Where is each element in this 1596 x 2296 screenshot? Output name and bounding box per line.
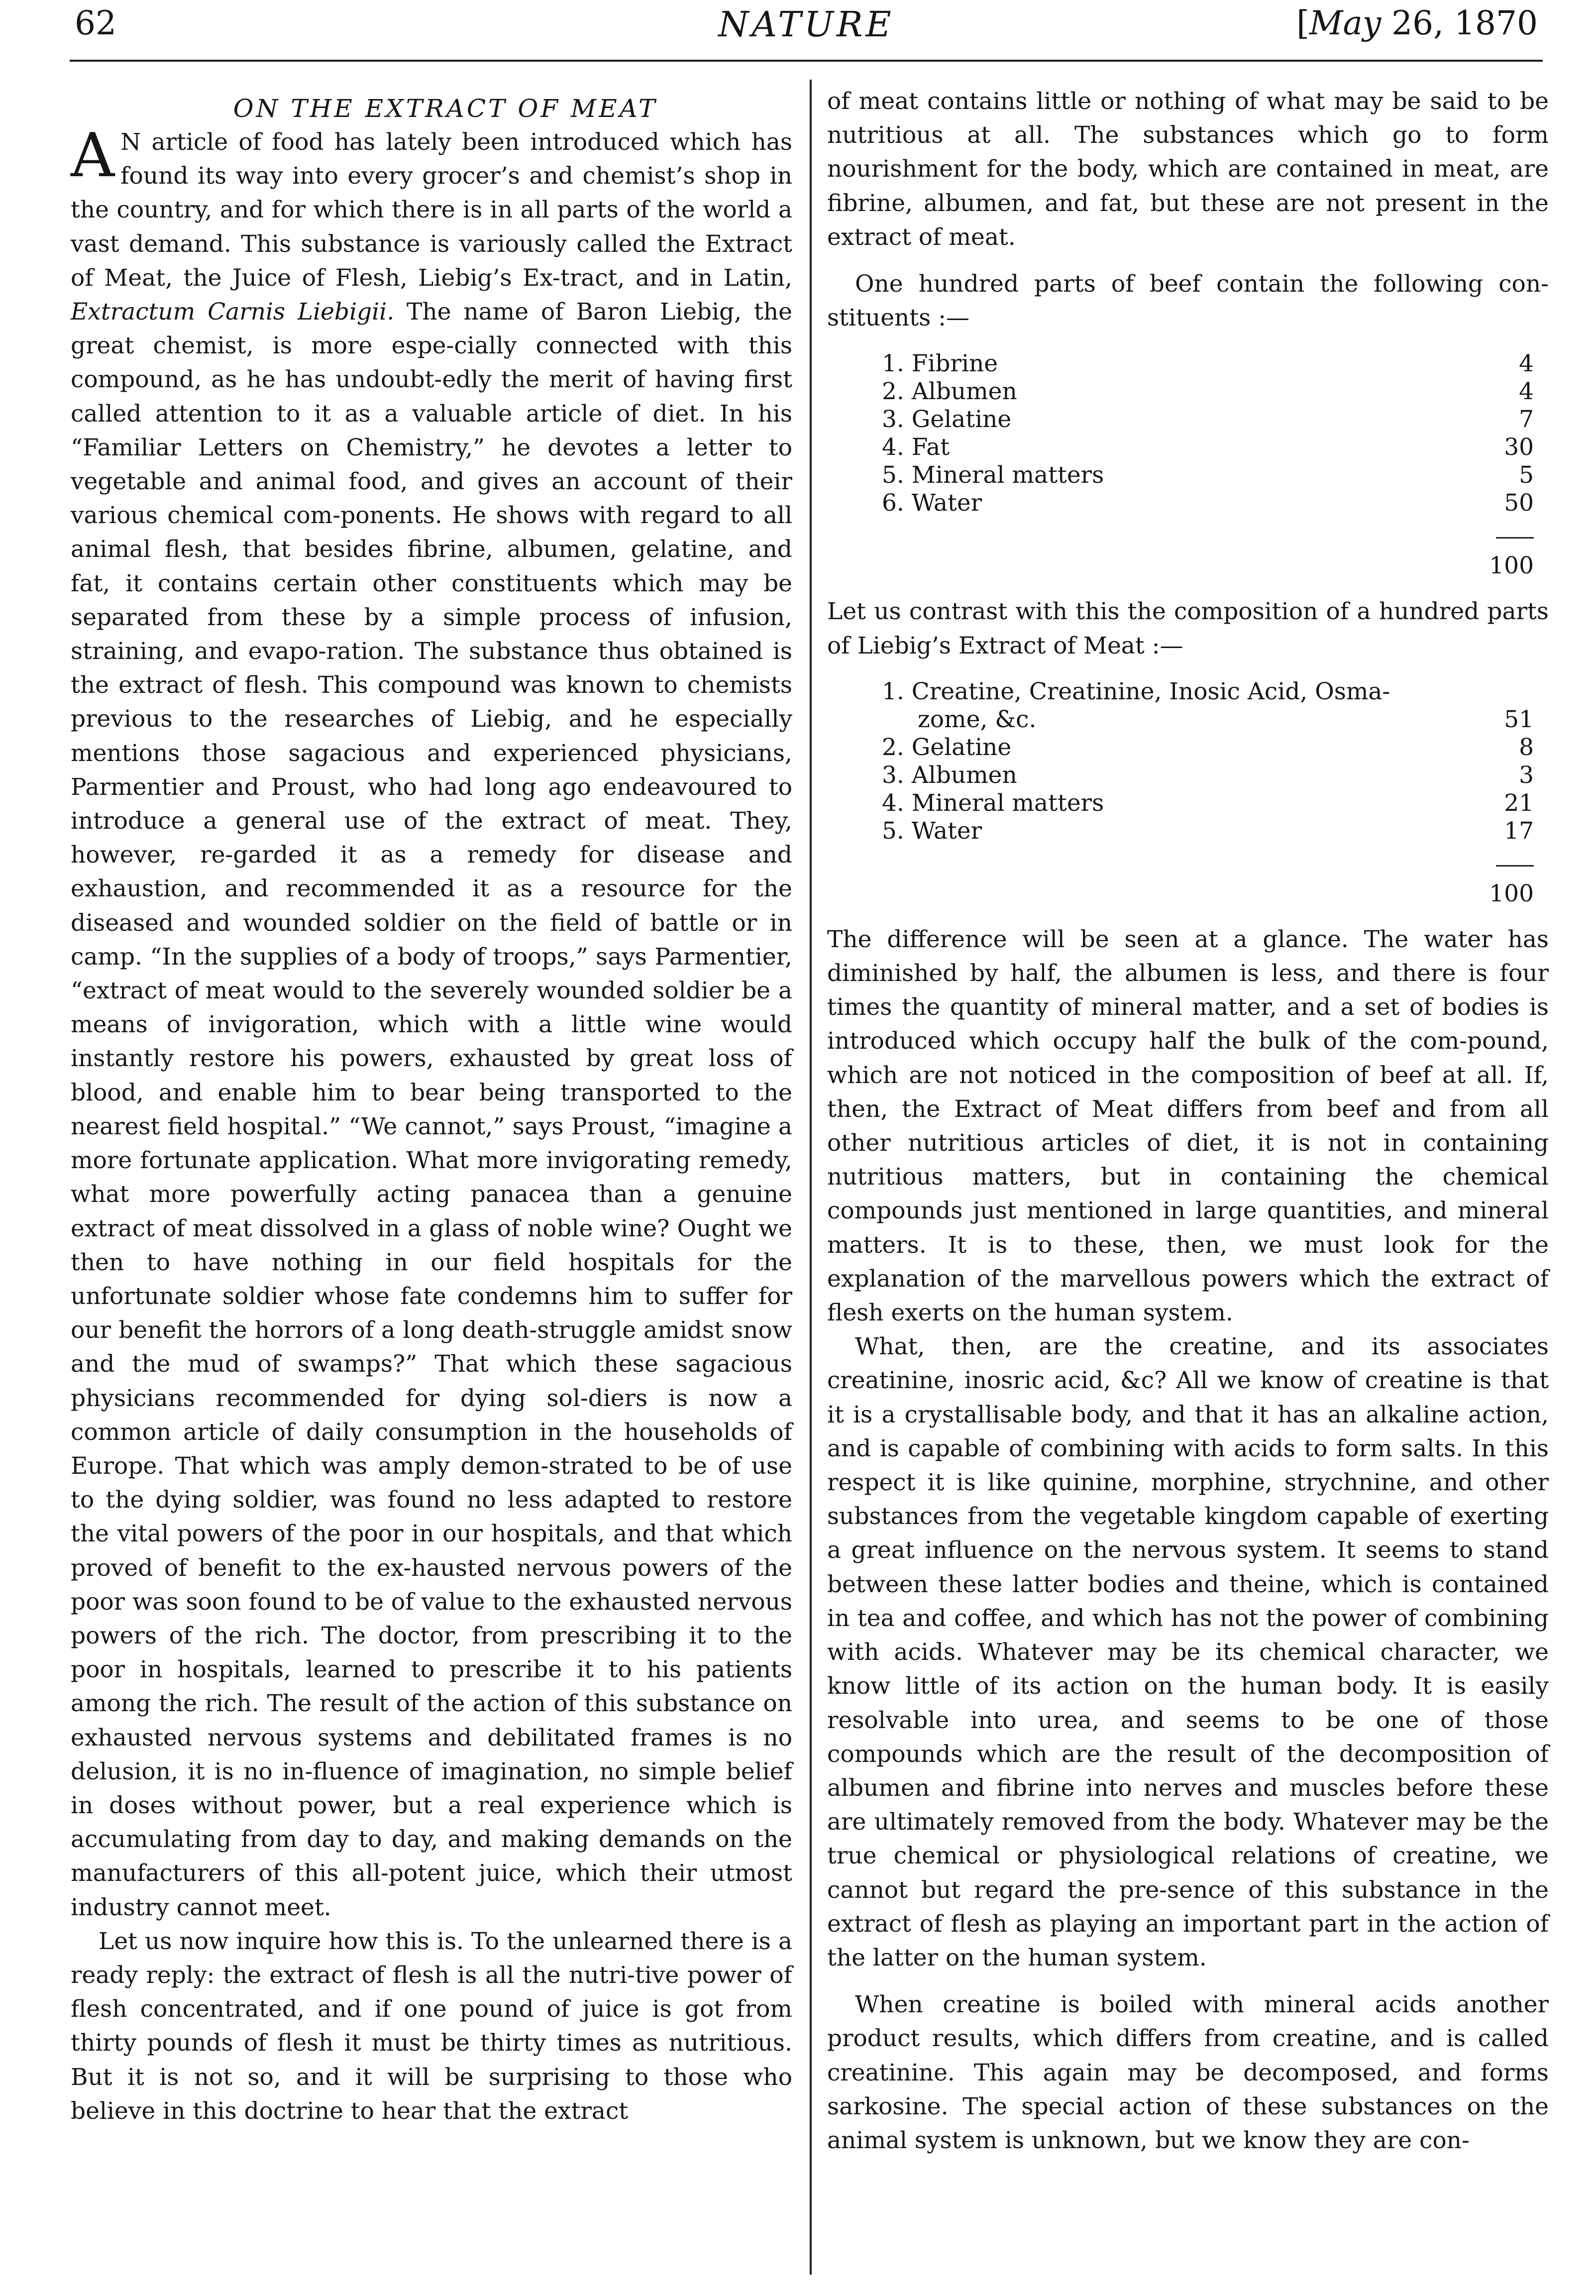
- sum-rule: [1496, 537, 1534, 539]
- table-total: [882, 517, 1534, 580]
- left-column: [71, 92, 792, 2128]
- table-row: 1. Fibrine 4: [882, 350, 1534, 378]
- page-header: [70, 4, 1543, 54]
- latin-name: Extractum Carnis Liebigii.: [71, 298, 395, 326]
- right-paragraph-5: What, then, are the creatine, and its associates creatinine, inosric acid, &c? All we know of creatine is that it is a crystallisable body, and that it has an alkaline action, and is capable of combining with acids to form salts. In this respect it is like quinine, morphine, strychnine, and other substances from the vegetable kingdom capable of exerting a great influence on the nervous system. It seems to stand between these latter bodies and theine, which is contained in tea and coffee, and which has not the power of combining with acids. Whatever may be its chemical character, we know little of its action on the human body. It is easily resolvable into urea, and seems to be one of those compounds which are the result of the decomposition of albumen and fibrine into nerves and muscles before these are ultimately removed from the body. Whatever may be the true chemical or physiological relations of creatine, we cannot but regard the pre-sence of this substance in the extract of flesh as playing an important part in the action of the latter on the human system.: [827, 1333, 1549, 1971]
- table-row: 3. Albumen 3: [882, 761, 1534, 789]
- right-paragraph-3: Let us contrast with this the composition of a hundred parts of Liebig’s Extract of Meat :—: [827, 598, 1549, 659]
- right-column: [827, 85, 1549, 2158]
- table-row: 5. Water 17: [882, 817, 1534, 845]
- date-bracket: [: [1296, 4, 1309, 42]
- table-row: 1. Creatine, Creatinine, Inosic Acid, Osma-: [882, 677, 1390, 705]
- article-title: ON THE EXTRACT OF MEAT: [233, 94, 658, 123]
- table-row: 2. Albumen 4: [882, 378, 1534, 406]
- journal-page: [70, 0, 1549, 2296]
- table-total: [882, 845, 1534, 908]
- journal-title: NATURE: [718, 4, 894, 45]
- table-row: 4. Fat 30: [882, 434, 1534, 461]
- drop-cap: A: [71, 120, 115, 191]
- table-row: 2. Gelatine 8: [882, 733, 1534, 761]
- article-paragraph-1: [71, 120, 792, 1925]
- article-paragraph-2: Let us now inquire how this is. To the unlearned there is a ready reply: the extract of flesh is all the nutri-tive power of flesh concentrated, and if one pound of juice is got from thirty pounds of flesh it must be thirty times as nutritious. But it is not so, and it will be surprising to those who believe in this doctrine to hear that the extract: [71, 1927, 792, 2125]
- total-value: 100: [1489, 552, 1534, 580]
- table-row: 3. Gelatine 7: [882, 406, 1534, 434]
- table-row: 6. Water 50: [882, 489, 1534, 517]
- beef-composition-table: [882, 350, 1534, 580]
- header-rule: [70, 60, 1543, 62]
- table-row: 5. Mineral matters 5: [882, 461, 1534, 489]
- table-row: 4. Mineral matters 21: [882, 789, 1534, 817]
- right-paragraph-1: of meat contains little or nothing of what may be said to be nutritious at all. The substances which go to form nourishment for the body, which are contained in meat, are fibrine, albumen, and fat, but these are not present in the extract of meat.: [827, 88, 1549, 251]
- issue-date: [1296, 4, 1538, 42]
- extract-composition-table: [882, 678, 1534, 908]
- date-day-year: 26, 1870: [1381, 4, 1538, 42]
- total-value: 100: [1489, 879, 1534, 907]
- lede-small-caps: N: [120, 128, 141, 156]
- right-paragraph-2: One hundred parts of beef contain the following con-stituents :—: [827, 270, 1549, 332]
- date-month: May: [1309, 4, 1382, 42]
- sum-rule: [1496, 865, 1534, 867]
- column-divider: [810, 80, 812, 2275]
- paragraph-1-text-b: The name of Baron Liebig, the great chemist, is more espe-cially connected with this compound, as he has undoubt-edly the merit of having first called attention to it as a valuable article of diet. In his “Familiar Letters on Chemistry,” he devotes a letter to vegetable and animal food, and gives an account of their various chemical com-ponents. He shows with regard to all animal flesh, that besides fibrine, albumen, gelatine, and fat, it contains certain other constituents which may be separated from these by a simple process of infusion, straining, and evapo-ration. The substance thus obtained is the extract of flesh. This compound was known to chemists previous to the researches of Liebig, and he especially mentions those sagacious and experienced physicians, Parmentier and Proust, who had long ago endeavoured to introduce a general use of the extract of meat. They, however, re-garded it as a remedy for disease and exhaustion, and recommended it as a resource for the diseased and wounded soldier on the field of battle or in camp. “In the supplies of a body of troops,” says Parmentier, “extract of meat would to the severely wounded soldier be a means of invigoration, which with a little wine would instantly restore his powers, exhausted by great loss of blood, and enable him to bear being transported to the nearest field hospital.” “We cannot,” says Proust, “imagine a more fortunate application. What more invigorating remedy, what more powerfully acting panacea than a genuine extract of meat dissolved in a glass of noble wine? Ought we then to have nothing in our field hospitals for the unfortunate soldier whose fate condemns him to suffer for our benefit the horrors of a long death-struggle amidst snow and the mud of swamps?” That which these sagacious physicians recommended for dying sol-diers is now a common article of daily consumption in the households of Europe. That which was amply demon-strated to be of use to the dying soldier, was found no less adapted to restore the vital powers of the poor in our hospitals, and that which proved of benefit to the ex-hausted nervous powers of the poor was soon found to be of value to the exhausted nervous powers of the rich. The doctor, from prescribing it to the poor in hospitals, learned to prescribe it to his patients among the rich. The result of the action of this substance on exhausted nervous systems and debilitated frames is no delusion, it is no in-fluence of imagination, no simple belief in doses without power, but a real experience which is accumulating from day to day, and making demands on the manufacturers of this all-potent juice, which their utmost industry cannot meet.: [71, 298, 792, 1921]
- page-number: 62: [75, 4, 116, 42]
- table-row: zome, &c. 51: [918, 705, 1534, 733]
- paragraph-1-text-a: article of food has lately been introduced which has found its way into every grocer’s and chemist’s shop in the country, and for which there is in all parts of the world a vast demand. This substance is variously called the Extract of Meat, the Juice of Flesh, Liebig’s Ex-tract, and in Latin,: [71, 128, 792, 292]
- right-paragraph-6: When creatine is boiled with mineral acids another product results, which differs from creatine, and is called creatinine. This again may be decomposed, and forms sarkosine. The special action of these substances on the animal system is unknown, but we know they are con-: [827, 1991, 1549, 2154]
- right-paragraph-4: The difference will be seen at a glance. The water has diminished by half, the albumen is less, and there is four times the quantity of mineral matter, and a set of bodies is introduced which occupy half the bulk of the com-pound, which are not noticed in the composition of beef at all. If, then, the Extract of Meat differs from beef and from all other nutritious articles of diet, it is not in containing nutritious matters, but in containing the chemical compounds just mentioned in large quantities, and mineral matters. It is to these, then, we must look for the explanation of the marvellous powers which the extract of flesh exerts on the human system.: [827, 925, 1549, 1327]
